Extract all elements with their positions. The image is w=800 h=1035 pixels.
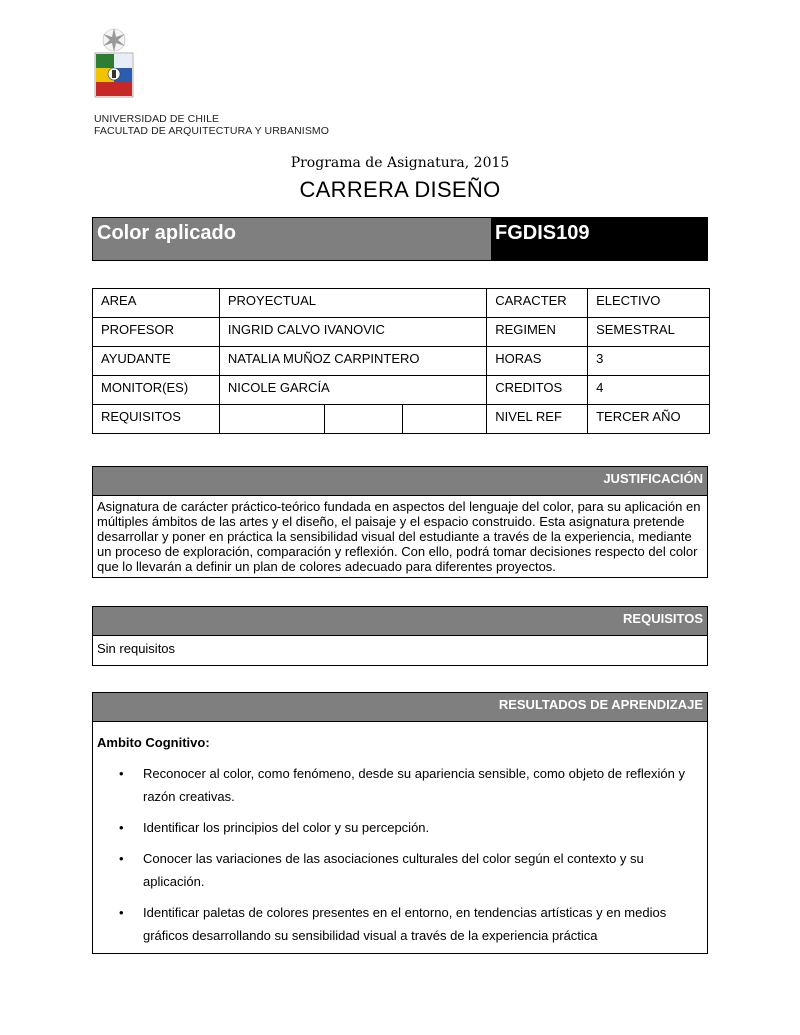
table-row <box>93 318 710 347</box>
ayudante-label: AYUDANTE <box>93 347 220 376</box>
bullet-icon: • <box>119 905 124 920</box>
requisitos-cell-3 <box>403 405 487 434</box>
regimen-label: REGIMEN <box>487 318 588 347</box>
horas-label: HORAS <box>487 347 588 376</box>
star-emblem-icon <box>103 28 125 52</box>
bullet-icon: • <box>119 820 124 835</box>
university-logo <box>92 26 136 100</box>
area-value: PROYECTUAL <box>219 289 486 318</box>
justificacion-section <box>92 466 708 578</box>
caracter-label: CARACTER <box>487 289 588 318</box>
requisitos-section <box>92 606 708 666</box>
list-item: • Identificar paletas de colores presentes en el entorno, en tendencias artísticas y en medios gráficos desarrollando su sensibilidad visual a través de la experiencia práctica <box>143 901 703 947</box>
table-row <box>93 376 710 405</box>
bullet-icon: • <box>119 851 124 866</box>
justificacion-header: JUSTIFICACIÓN <box>93 467 707 496</box>
requisitos-cell-1 <box>219 405 324 434</box>
learning-outcomes-list <box>97 762 703 947</box>
faculty-name: FACULTAD DE ARQUITECTURA Y URBANISMO <box>94 125 330 137</box>
list-item: • Identificar los principios del color y su percepción. <box>143 816 703 839</box>
requisitos-cell-2 <box>324 405 403 434</box>
justificacion-text: Asignatura de carácter práctico-teórico fundada en aspectos del lenguaje del color, para su aplicación en múltiples ámbitos de las artes y el diseño, el paisaje y el espacio construido. Esta asignatura pretende desarrollar y poner en práctica la sensibilidad visual del estudiante a través de la experiencia, mediante un proceso de exploración, comparación y reflexión. Con ello, podrá tomar decisiones respecto del color que lo llevarán a definir un plan de colores adecuado para diferentes proyectos. <box>97 499 701 574</box>
creditos-label: CREDITOS <box>487 376 588 405</box>
regimen-value: SEMESTRAL <box>588 318 710 347</box>
list-item: • Reconocer al color, como fenómeno, desde su apariencia sensible, como objeto de reflexión y razón creativas. <box>143 762 703 808</box>
horas-value: 3 <box>588 347 710 376</box>
monitor-value: NICOLE GARCÍA <box>219 376 486 405</box>
requisitos-text: Sin requisitos <box>97 641 176 656</box>
requisitos-header: REQUISITOS <box>93 607 707 636</box>
list-item: • Conocer las variaciones de las asociaciones culturales del color según el contexto y su aplicación. <box>143 847 703 893</box>
ayudante-value: NATALIA MUÑOZ CARPINTERO <box>219 347 486 376</box>
course-code: FGDIS109 <box>491 218 707 260</box>
nivel-value: TERCER AÑO <box>588 405 710 434</box>
course-info-table <box>92 288 710 434</box>
course-title-bar <box>92 217 708 261</box>
profesor-label: PROFESOR <box>93 318 220 347</box>
caracter-value: ELECTIVO <box>588 289 710 318</box>
program-line: Programa de Asignatura, 2015 <box>290 155 510 171</box>
resultados-section <box>92 692 708 954</box>
monitor-label: MONITOR(ES) <box>93 376 220 405</box>
creditos-value: 4 <box>588 376 710 405</box>
table-row <box>93 347 710 376</box>
profesor-value: INGRID CALVO IVANOVIC <box>219 318 486 347</box>
bullet-icon: • <box>119 766 124 781</box>
course-name: Color aplicado <box>93 218 491 260</box>
resultados-header: RESULTADOS DE APRENDIZAJE <box>93 693 707 722</box>
table-row <box>93 405 710 434</box>
table-row <box>93 289 710 318</box>
career-title: CARRERA DISEÑO <box>299 177 501 202</box>
nivel-label: NIVEL REF <box>487 405 588 434</box>
university-name: UNIVERSIDAD DE CHILE <box>94 113 220 125</box>
requisitos-label: REQUISITOS <box>93 405 220 434</box>
area-label: AREA <box>93 289 220 318</box>
ambito-cognitivo-label: Ambito Cognitivo: <box>97 735 210 750</box>
